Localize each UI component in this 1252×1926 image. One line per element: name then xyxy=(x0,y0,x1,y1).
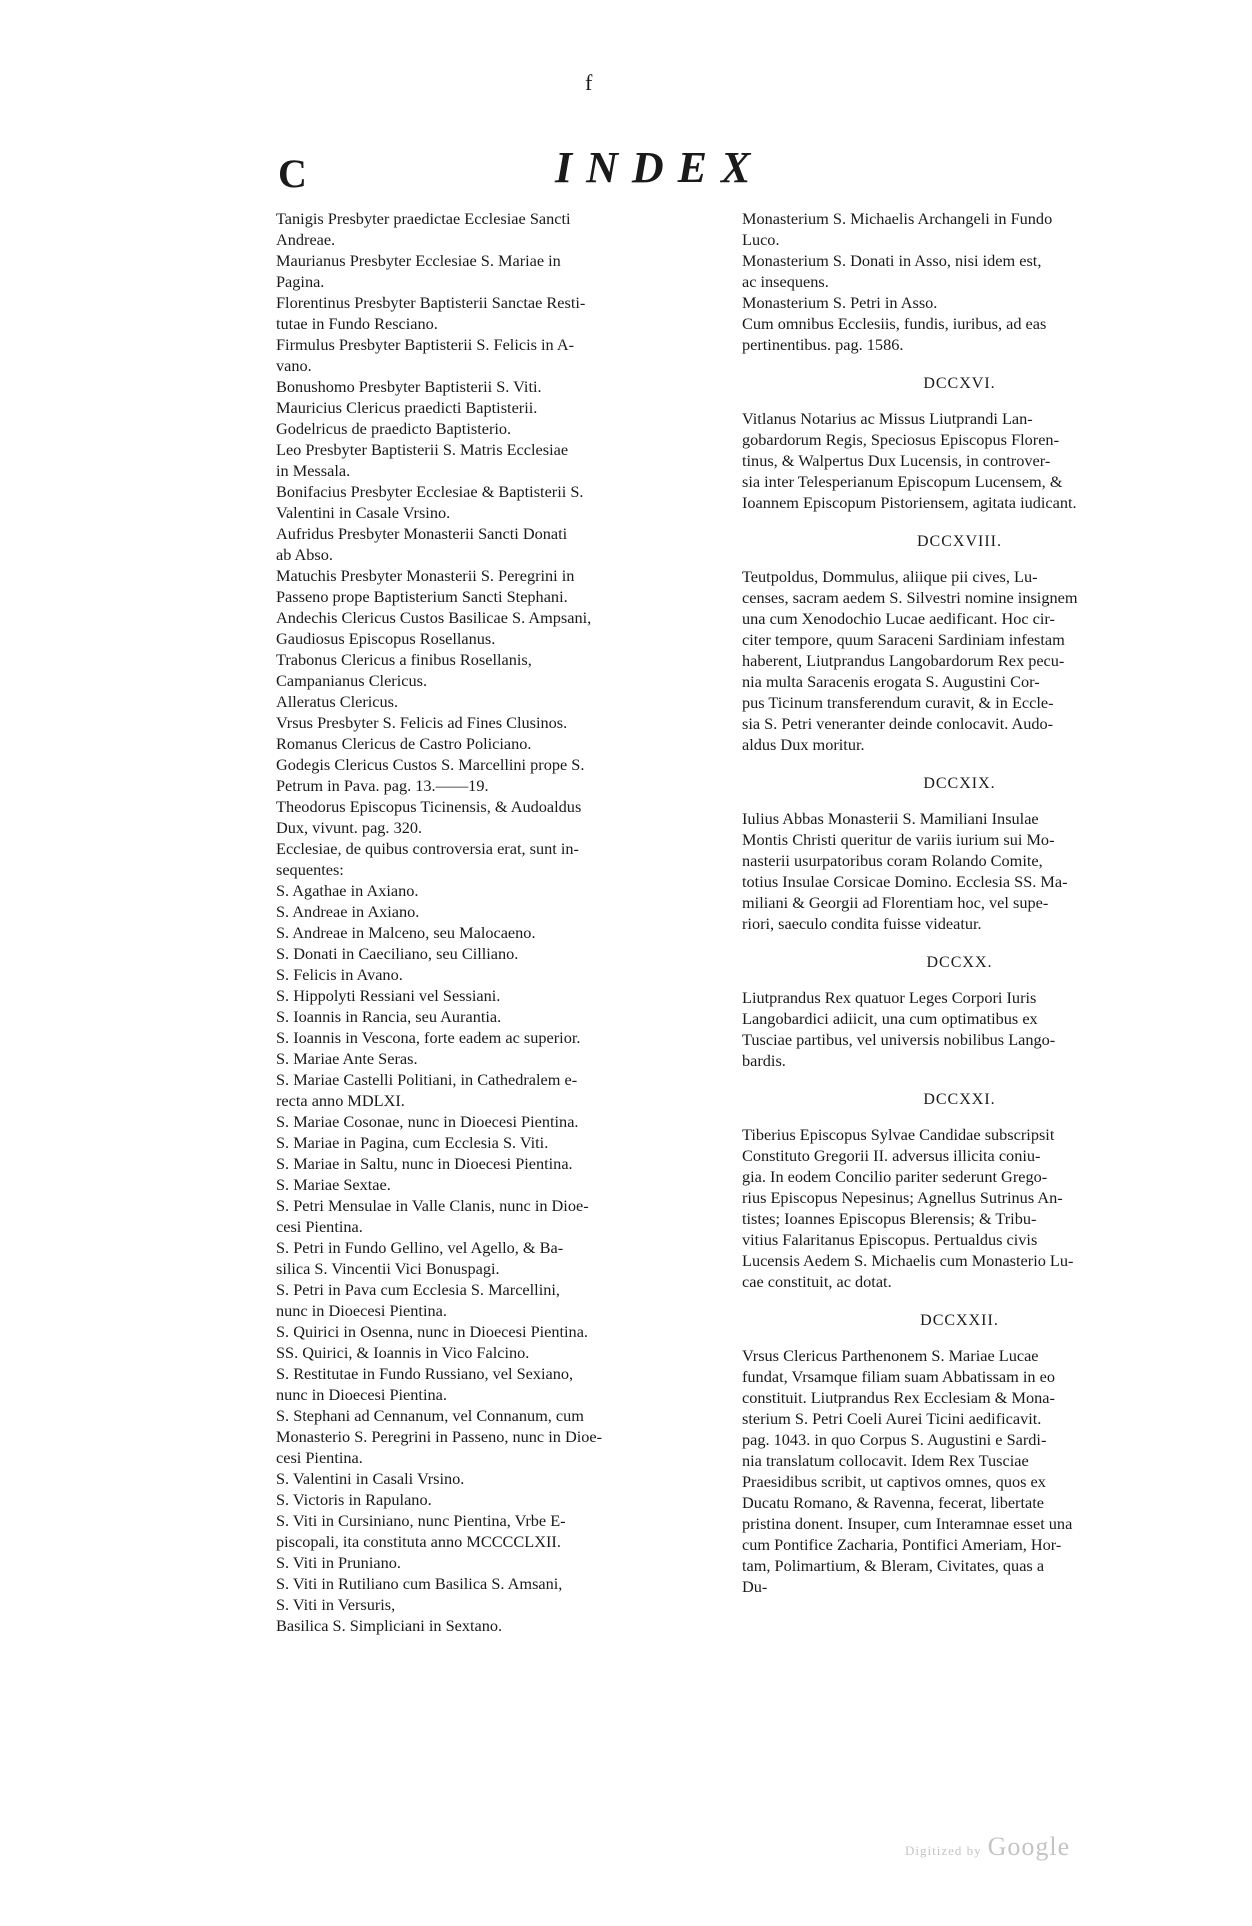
section-line: Vitlanus Notarius ac Missus Liutprandi Lan- xyxy=(742,409,1033,428)
section-line: tistes; Ioannes Episcopus Blerensis; & Tribu- xyxy=(742,1209,1037,1228)
index-line: Bonushomo Presbyter Baptisterii S. Viti. xyxy=(276,377,542,396)
index-line: Leo Presbyter Baptisterii S. Matris Ecclesiae xyxy=(276,440,569,459)
index-line: S. Mariae in Saltu, nunc in Dioecesi Pientina. xyxy=(276,1154,573,1173)
section-line: miliani & Georgii ad Florentiam hoc, vel supe- xyxy=(742,893,1049,912)
index-line: pertinentibus. pag. 1586. xyxy=(742,335,904,354)
index-line: Passeno prope Baptisterium Sancti Stephani. xyxy=(276,587,568,606)
index-line: Monasterium S. Petri in Asso. xyxy=(742,293,938,312)
section-line: Ducatu Romano, & Ravenna, fecerat, libertate xyxy=(742,1493,1044,1512)
index-line: Campanianus Clericus. xyxy=(276,671,428,690)
index-line: Bonifacius Presbyter Ecclesiae & Baptisterii S. xyxy=(276,482,584,501)
index-line: Theodorus Episcopus Ticinensis, & Audoaldus xyxy=(276,797,582,816)
index-line: tutae in Fundo Resciano. xyxy=(276,314,438,333)
watermark-brand: Google xyxy=(987,1832,1071,1861)
index-line: S. Mariae Cosonae, nunc in Dioecesi Pientina. xyxy=(276,1112,579,1131)
index-line: Monasterium S. Michaelis Archangeli in Fundo xyxy=(742,209,1053,228)
index-line: Romanus Clericus de Castro Policiano. xyxy=(276,734,532,753)
section-line: Iulius Abbas Monasterii S. Mamiliani Insulae xyxy=(742,809,1039,828)
index-line: SS. Quirici, & Ioannis in Vico Falcino. xyxy=(276,1343,530,1362)
section-line: aldus Dux moritur. xyxy=(742,735,865,754)
section-line: Langobardici adiicit, una cum optimatibus ex xyxy=(742,1009,1038,1028)
year-section xyxy=(742,531,1177,755)
section-line: constituit. Liutprandus Rex Ecclesiam & Mona- xyxy=(742,1388,1055,1407)
index-line: Pagina. xyxy=(276,272,325,291)
index-line: S. Felicis in Avano. xyxy=(276,965,403,984)
index-line: ab Abso. xyxy=(276,545,333,564)
year-sections xyxy=(742,373,1177,1597)
index-line: S. Donati in Caeciliano, seu Cilliano. xyxy=(276,944,519,963)
index-line: Andechis Clericus Custos Basilicae S. Ampsani, xyxy=(276,608,592,627)
index-line: S. Quirici in Osenna, nunc in Dioecesi Pientina. xyxy=(276,1322,588,1341)
section-heading: DCCXVIII. xyxy=(917,533,1002,550)
index-line: Monasterium S. Donati in Asso, nisi idem est, xyxy=(742,251,1042,270)
index-line: Firmulus Presbyter Baptisterii S. Felicis in A- xyxy=(276,335,575,354)
index-line: Florentinus Presbyter Baptisterii Sanctae Resti- xyxy=(276,293,586,312)
right-top-entries xyxy=(742,208,1177,355)
index-line: piscopali, ita constituta anno MCCCCLXII. xyxy=(276,1532,561,1551)
index-line: Vrsus Presbyter S. Felicis ad Fines Clusinos. xyxy=(276,713,568,732)
index-line: S. Viti in Versuris, xyxy=(276,1595,396,1614)
index-line: ac insequens. xyxy=(742,272,829,291)
page-title: INDEX xyxy=(555,143,765,192)
index-line: silica S. Vincentii Vici Bonuspagi. xyxy=(276,1259,500,1278)
section-line: Constituto Gregorii II. adversus illicita coniu- xyxy=(742,1146,1041,1165)
index-line: S. Petri in Pava cum Ecclesia S. Marcellini, xyxy=(276,1280,560,1299)
year-section xyxy=(742,1310,1177,1597)
signature-letter: C xyxy=(278,151,307,196)
index-line: Mauricius Clericus praedicti Baptisterii. xyxy=(276,398,538,417)
index-line: Valentini in Casale Vrsino. xyxy=(276,503,451,522)
section-line: cum Pontifice Zacharia, Pontifici Ameriam, Hor- xyxy=(742,1535,1062,1554)
section-line: totius Insulae Corsicae Domino. Ecclesia SS. Ma- xyxy=(742,872,1068,891)
index-line: Maurianus Presbyter Ecclesiae S. Mariae in xyxy=(276,251,561,270)
section-line: gobardorum Regis, Speciosus Episcopus Floren- xyxy=(742,430,1059,449)
index-line: recta anno MDLXI. xyxy=(276,1091,405,1110)
index-line: S. Valentini in Casali Vrsino. xyxy=(276,1469,465,1488)
index-line: Godelricus de praedicto Baptisterio. xyxy=(276,419,512,438)
section-line: pristina donent. Insuper, cum Interamnae esset una xyxy=(742,1514,1073,1533)
index-line: cesi Pientina. xyxy=(276,1448,363,1467)
index-line: Godegis Clericus Custos S. Marcellini prope S. xyxy=(276,755,585,774)
year-section xyxy=(742,952,1177,1071)
section-line: sia inter Telesperianum Episcopum Lucensem, & xyxy=(742,472,1063,491)
section-line: pus Ticinum transferendum curavit, & in Eccle- xyxy=(742,693,1054,712)
index-line: S. Mariae Ante Seras. xyxy=(276,1049,418,1068)
section-line: Vrsus Clericus Parthenonem S. Mariae Lucae xyxy=(742,1346,1039,1365)
index-line: S. Stephani ad Cennanum, vel Connanum, cum xyxy=(276,1406,584,1425)
section-line: nia translatum collocavit. Idem Rex Tusciae xyxy=(742,1451,1029,1470)
index-line: Matuchis Presbyter Monasterii S. Peregrini in xyxy=(276,566,575,585)
section-line: tinus, & Walpertus Dux Lucensis, in controver- xyxy=(742,451,1051,470)
section-line: rius Episcopus Nepesinus; Agnellus Sutrinus An- xyxy=(742,1188,1063,1207)
section-line: Du- xyxy=(742,1577,768,1596)
index-line: S. Viti in Cursiniano, nunc Pientina, Vrbe E- xyxy=(276,1511,566,1530)
index-line: Luco. xyxy=(742,230,780,249)
section-line: Tiberius Episcopus Sylvae Candidae subscripsit xyxy=(742,1125,1055,1144)
right-column xyxy=(742,208,1177,1597)
section-line: nasterii usurpatoribus coram Rolando Comite, xyxy=(742,851,1043,870)
index-line: sequentes: xyxy=(276,860,344,879)
section-line: Teutpoldus, Dommulus, aliique pii cives, Lu- xyxy=(742,567,1038,586)
section-line: Tusciae partibus, vel universis nobilibus Lango- xyxy=(742,1030,1056,1049)
index-line: Monasterio S. Peregrini in Passeno, nunc in Dioe- xyxy=(276,1427,603,1446)
index-line: S. Victoris in Rapulano. xyxy=(276,1490,432,1509)
section-line: citer tempore, quum Saraceni Sardiniam infestam xyxy=(742,630,1065,649)
section-line: Ioannem Episcopum Pistoriensem, agitata iudicant. xyxy=(742,493,1077,512)
index-line: nunc in Dioecesi Pientina. xyxy=(276,1301,447,1320)
index-line: Basilica S. Simpliciani in Sextano. xyxy=(276,1616,503,1635)
section-heading: DCCXIX. xyxy=(923,775,996,792)
section-line: sia S. Petri veneranter deinde conlocavit. Audo- xyxy=(742,714,1054,733)
section-line: vitius Falaritanus Episcopus. Pertualdus civis xyxy=(742,1230,1038,1249)
section-line: pag. 1043. in quo Corpus S. Augustini e Sardi- xyxy=(742,1430,1047,1449)
index-line: Cum omnibus Ecclesiis, fundis, iuribus, ad eas xyxy=(742,314,1047,333)
index-line: S. Agathae in Axiano. xyxy=(276,881,419,900)
index-line: S. Ioannis in Rancia, seu Aurantia. xyxy=(276,1007,502,1026)
index-line: S. Mariae Sextae. xyxy=(276,1175,391,1194)
year-section xyxy=(742,373,1177,513)
section-line: Praesidibus scribit, ut captivos omnes, quos ex xyxy=(742,1472,1046,1491)
index-line: Gaudiosus Episcopus Rosellanus. xyxy=(276,629,496,648)
section-heading: DCCXXI. xyxy=(923,1091,996,1108)
header-mark: f xyxy=(585,70,593,95)
index-line: S. Petri Mensulae in Valle Clanis, nunc in Dioe- xyxy=(276,1196,589,1215)
section-line: bardis. xyxy=(742,1051,786,1070)
section-line: Montis Christi queritur de variis iurium sui Mo- xyxy=(742,830,1055,849)
year-section xyxy=(742,1089,1177,1292)
year-section xyxy=(742,773,1177,934)
section-line: riori, saeculo condita fuisse videatur. xyxy=(742,914,982,933)
index-line: Ecclesiae, de quibus controversia erat, sunt in- xyxy=(276,839,579,858)
index-line: S. Viti in Pruniano. xyxy=(276,1553,401,1572)
index-line: S. Mariae Castelli Politiani, in Cathedralem e- xyxy=(276,1070,578,1089)
index-line: vano. xyxy=(276,356,312,375)
left-column xyxy=(276,208,716,1636)
section-line: haberent, Liutprandus Langobardorum Rex pecu- xyxy=(742,651,1065,670)
section-line: Lucensis Aedem S. Michaelis cum Monasterio Lu- xyxy=(742,1251,1074,1270)
index-line: S. Ioannis in Vescona, forte eadem ac superior. xyxy=(276,1028,581,1047)
digitized-watermark xyxy=(905,1832,1070,1862)
section-heading: DCCXVI. xyxy=(923,375,996,392)
index-line: Andreae. xyxy=(276,230,336,249)
section-line: censes, sacram aedem S. Silvestri nomine insignem xyxy=(742,588,1078,607)
section-line: nia multa Saracenis erogata S. Augustini Cor- xyxy=(742,672,1040,691)
index-line: S. Restitutae in Fundo Russiano, vel Sexiano, xyxy=(276,1364,574,1383)
index-line: S. Andreae in Malceno, seu Malocaeno. xyxy=(276,923,536,942)
index-line: S. Petri in Fundo Gellino, vel Agello, & Ba- xyxy=(276,1238,564,1257)
section-line: cae constituit, ac dotat. xyxy=(742,1272,892,1291)
index-line: in Messala. xyxy=(276,461,351,480)
section-line: fundat, Vrsamque filiam suam Abbatissam in eo xyxy=(742,1367,1055,1386)
index-line: Tanigis Presbyter praedictae Ecclesiae Sancti xyxy=(276,209,571,228)
index-line: Aufridus Presbyter Monasterii Sancti Donati xyxy=(276,524,568,543)
index-line: S. Mariae in Pagina, cum Ecclesia S. Viti. xyxy=(276,1133,549,1152)
index-line: Dux, vivunt. pag. 320. xyxy=(276,818,423,837)
watermark-prefix: Digitized by xyxy=(905,1843,982,1858)
index-line: Petrum in Pava. pag. 13.——19. xyxy=(276,776,489,795)
section-line: tam, Polimartium, & Bleram, Civitates, quas a xyxy=(742,1556,1045,1575)
index-line: nunc in Dioecesi Pientina. xyxy=(276,1385,447,1404)
index-line: Trabonus Clericus a finibus Rosellanis, xyxy=(276,650,532,669)
index-line: cesi Pientina. xyxy=(276,1217,363,1236)
index-line: S. Viti in Rutiliano cum Basilica S. Amsani, xyxy=(276,1574,563,1593)
section-line: Liutprandus Rex quatuor Leges Corpori Iuris xyxy=(742,988,1037,1007)
section-heading: DCCXXII. xyxy=(920,1312,999,1329)
section-line: gia. In eodem Concilio pariter sederunt Grego- xyxy=(742,1167,1048,1186)
section-line: sterium S. Petri Coeli Aurei Ticini aedificavit. xyxy=(742,1409,1042,1428)
index-line: S. Andreae in Axiano. xyxy=(276,902,420,921)
index-line: Alleratus Clericus. xyxy=(276,692,399,711)
index-line: S. Hippolyti Ressiani vel Sessiani. xyxy=(276,986,501,1005)
section-line: una cum Xenodochio Lucae aedificant. Hoc cir- xyxy=(742,609,1055,628)
section-heading: DCCXX. xyxy=(926,954,993,971)
